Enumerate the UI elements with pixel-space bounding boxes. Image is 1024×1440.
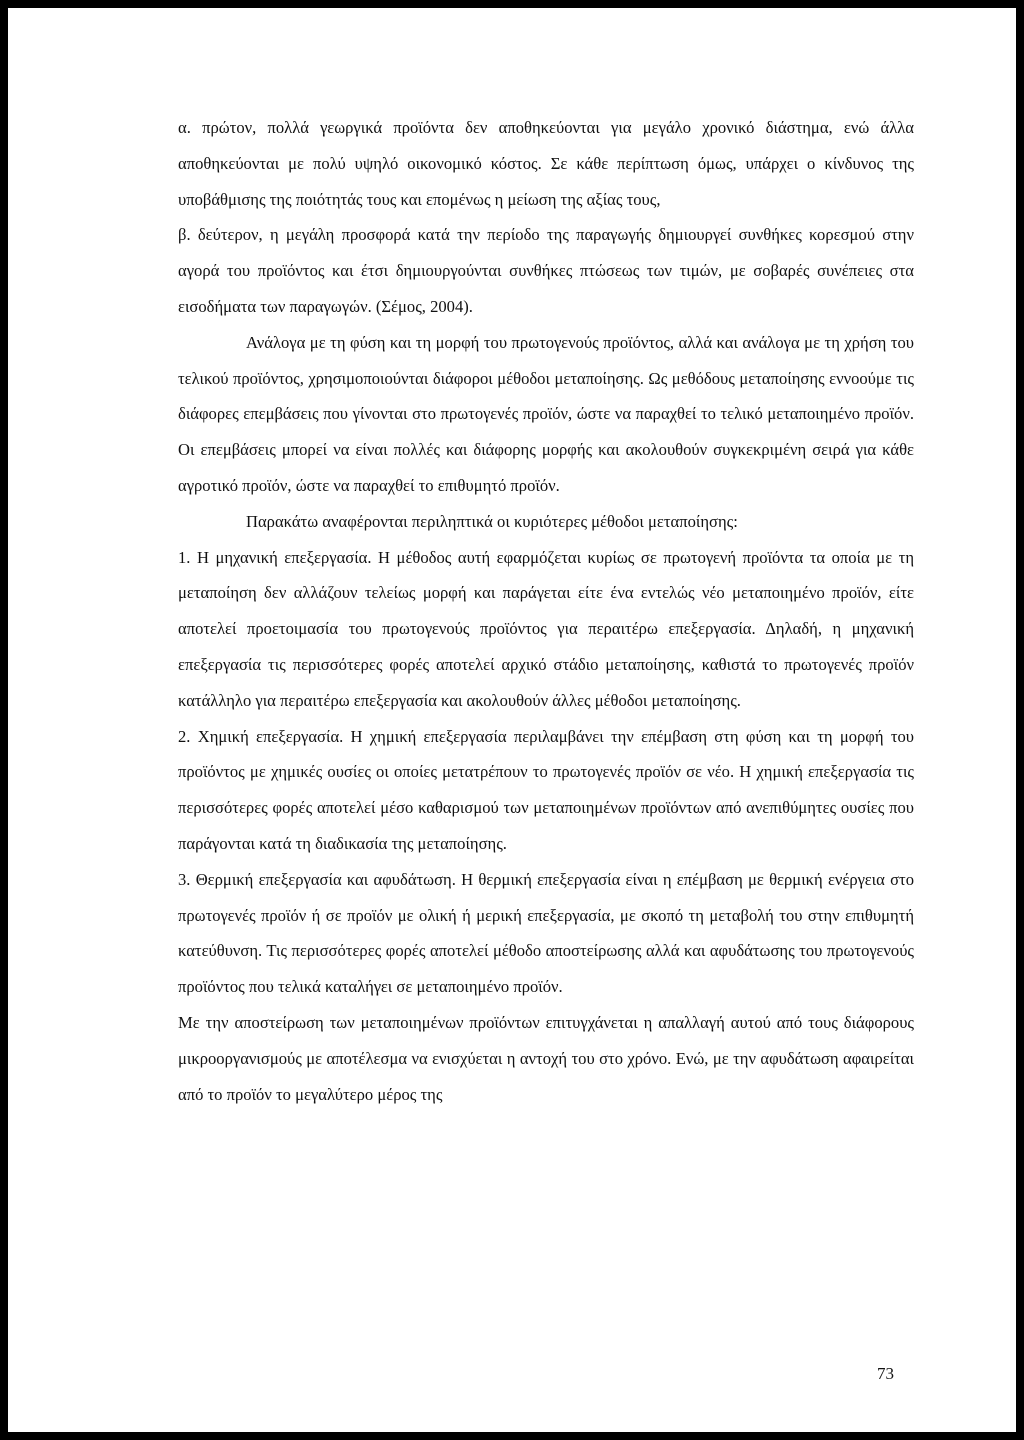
paragraph-thermal-processing: 3. Θερμική επεξεργασία και αφυδάτωση. Η θερμική επεξεργασία είναι η επέμβαση με θερμική ενέργεια στο πρωτογενές προϊόν ή σε προϊόν με ολική ή μερική επεξεργασία, με σκοπό τη μεταβολή του στην επιθυμητή κατεύθυνση. Τις περισσότερες φορές αποτελεί μέθοδο αποστείρωσης αλλά και αφυδάτωσης του πρωτογενούς προϊόντος που τελικά καταλήγει σε μεταποιημένο προϊόν. (178, 869, 914, 997)
paragraph-item-a: α. πρώτον, πολλά γεωργικά προϊόντα δεν αποθηκεύονται για μεγάλο χρονικό διάστημα, ενώ άλλα αποθηκεύονται με πολύ υψηλό οικονομικό κόστος. Σε κάθε περίπτωση όμως, υπάρχει ο κίνδυνος της υποβάθμισης της ποιότητάς τους και επομένως η μείωση της αξίας τους, (178, 118, 914, 209)
body-text (178, 110, 914, 1112)
document-page (8, 8, 1016, 1432)
page-number: 73 (877, 1364, 894, 1383)
paragraph-chemical-processing: 2. Χημική επεξεργασία. Η χημική επεξεργασία περιλαμβάνει την επέμβαση στη φύση και τη μορφή του προϊόντος με χημικές ουσίες οι οποίες μετατρέπουν το πρωτογενές προϊόν σε νέο. Η χημική επεξεργασία τις περισσότερες φορές αποτελεί μέσο καθαρισμού των μεταποιημένων προϊόντων από ανεπιθύμητες ουσίες που παράγονται κατά τη διαδικασία της μεταποίησης. (178, 726, 914, 853)
paragraph-sterilization: Με την αποστείρωση των μεταποιημένων προϊόντων επιτυγχάνεται η απαλλαγή αυτού από τους διάφορους μικροοργανισμούς με αποτέλεσμα να ενισχύεται η αντοχή του στο χρόνο. Ενώ, με την αφυδάτωση αφαιρείται από το προϊόν το μεγαλύτερο μέρος της (178, 1012, 914, 1104)
paragraph-methods-intro: Παρακάτω αναφέρονται περιληπτικά οι κυριότερες μέθοδοι μεταποίησης: (246, 511, 738, 531)
paragraph-item-b: β. δεύτερον, η μεγάλη προσφορά κατά την περίοδο της παραγωγής δημιουργεί συνθήκες κορεσμού στην αγορά του προϊόντος και έτσι δημιουργούνται συνθήκες πτώσεως των τιμών, με σοβαρές συνέπειες στα εισοδήματα των παραγωγών. (Σέμος, 2004). (178, 225, 914, 316)
paragraph-mechanical-processing: 1. Η μηχανική επεξεργασία. Η μέθοδος αυτή εφαρμόζεται κυρίως σε πρωτογενή προϊόντα τα οποία με τη μεταποίηση δεν αλλάζουν τελείως μορφή και παράγεται είτε ένα εντελώς νέο μεταποιημένο προϊόν, είτε αποτελεί προετοιμασία του πρωτογενούς προϊόντος για περαιτέρω επεξεργασία. Δηλαδή, η μηχανική επεξεργασία τις περισσότερες φορές αποτελεί αρχικό στάδιο μεταποίησης, καθιστά το πρωτογενές προϊόν κατάλληλο για περαιτέρω επεξεργασία και ακολουθούν άλλες μέθοδοι μεταποίησης. (178, 547, 914, 710)
paragraph-processing-methods: Ανάλογα με τη φύση και τη μορφή του πρωτογενούς προϊόντος, αλλά και ανάλογα με τη χρήση του τελικού προϊόντος, χρησιμοποιούνται διάφοροι μέθοδοι μεταποίησης. Ως μεθόδους μεταποίησης εννοούμε τις διάφορες επεμβάσεις που γίνονται στο πρωτογενές προϊόν, ώστε να παραχθεί το τελικό μεταποιημένο προϊόν. Οι επεμβάσεις μπορεί να είναι πολλές και διάφορης μορφής και ακολουθούν συγκεκριμένη σειρά για κάθε αγροτικό προϊόν, ώστε να παραχθεί το επιθυμητό προϊόν. (178, 332, 914, 495)
